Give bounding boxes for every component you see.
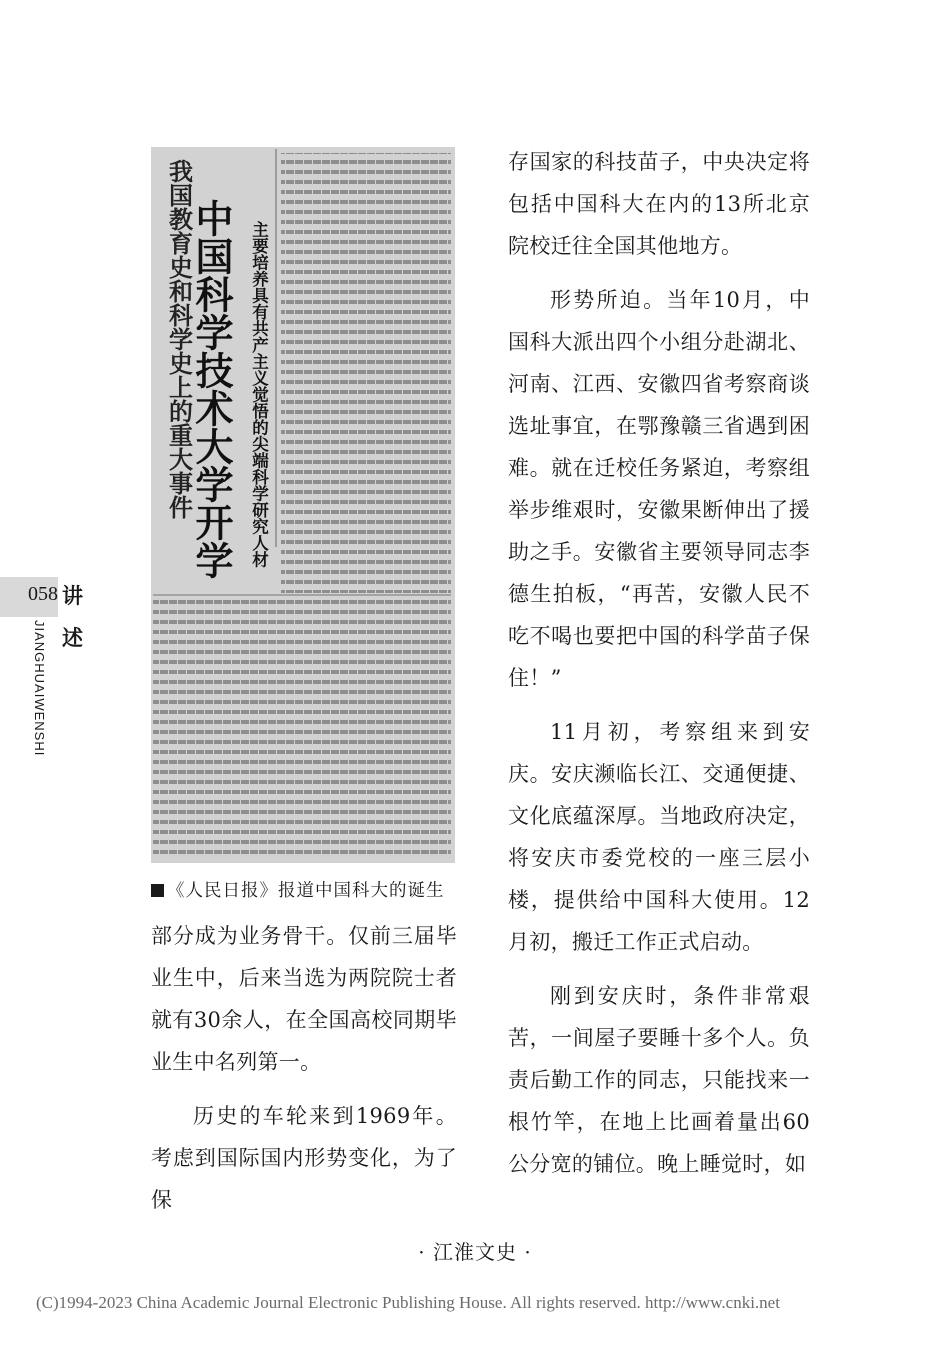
- caption-bullet-square: [151, 884, 164, 897]
- paragraph: 形势所迫。当年10月，中国科大派出四个小组分赴湖北、河南、江西、安徽四省考察商谈选址事宜，在鄂豫赣三省遇到困难。就在迁校任务紧迫，考察组举步维艰时，安徽果断伸出了援助之手。安徽省主要领导同志李德生拍板，“再苦，安徽人民不吃不喝也要把中国的科学苗子保住！”: [508, 288, 810, 690]
- clipping-side-headline: 我国教育史和科学史上的重大事件: [164, 159, 194, 519]
- right-text-column: [508, 141, 810, 1185]
- section-label-char: 述: [62, 626, 83, 650]
- section-label-char: 讲: [62, 584, 83, 608]
- left-text-column: [151, 915, 457, 1221]
- section-pinyin: JIANGHUAIWENSHI: [32, 620, 47, 757]
- paragraph: 部分成为业务骨干。仅前三届毕业生中，后来当选为两院院士者就有30余人，在全国高校同期毕业生中名列第一。: [151, 924, 457, 1074]
- copyright-notice: (C)1994-2023 China Academic Journal Electronic Publishing House. All rights reserved. http://www.cnki.net: [36, 1293, 780, 1312]
- clipping-headline: 中国科学技术大学开学: [189, 199, 233, 579]
- newspaper-clipping-graphic: [151, 147, 455, 863]
- paragraph: 存国家的科技苗子，中央决定将包括中国科大在内的13所北京院校迁往全国其他地方。: [508, 150, 810, 258]
- clipping-subheadline: 主要培养具有共产主义觉悟的尖端科学研究人材: [249, 221, 269, 568]
- paragraph: 历史的车轮来到1969年。考虑到国际国内形势变化，为了保: [151, 1104, 457, 1212]
- journal-title: · 江淮文史 ·: [418, 1240, 532, 1264]
- paragraph: 刚到安庆时，条件非常艰苦，一间屋子要睡十多个人。负责后勤工作的同志，只能找来一根竹竿，在地上比画着量出60公分宽的铺位。晚上睡觉时，如: [508, 984, 810, 1176]
- photo-caption: [151, 879, 461, 903]
- newspaper-clipping-image: [151, 147, 455, 863]
- page-number: 058: [28, 583, 58, 605]
- paragraph: 11月初，考察组来到安庆。安庆濒临长江、交通便捷、文化底蕴深厚。当地政府决定，将安庆市委党校的一座三层小楼，提供给中国科大使用。12月初，搬迁工作正式启动。: [508, 720, 810, 954]
- caption-text: 《人民日报》报道中国科大的诞生: [167, 881, 445, 901]
